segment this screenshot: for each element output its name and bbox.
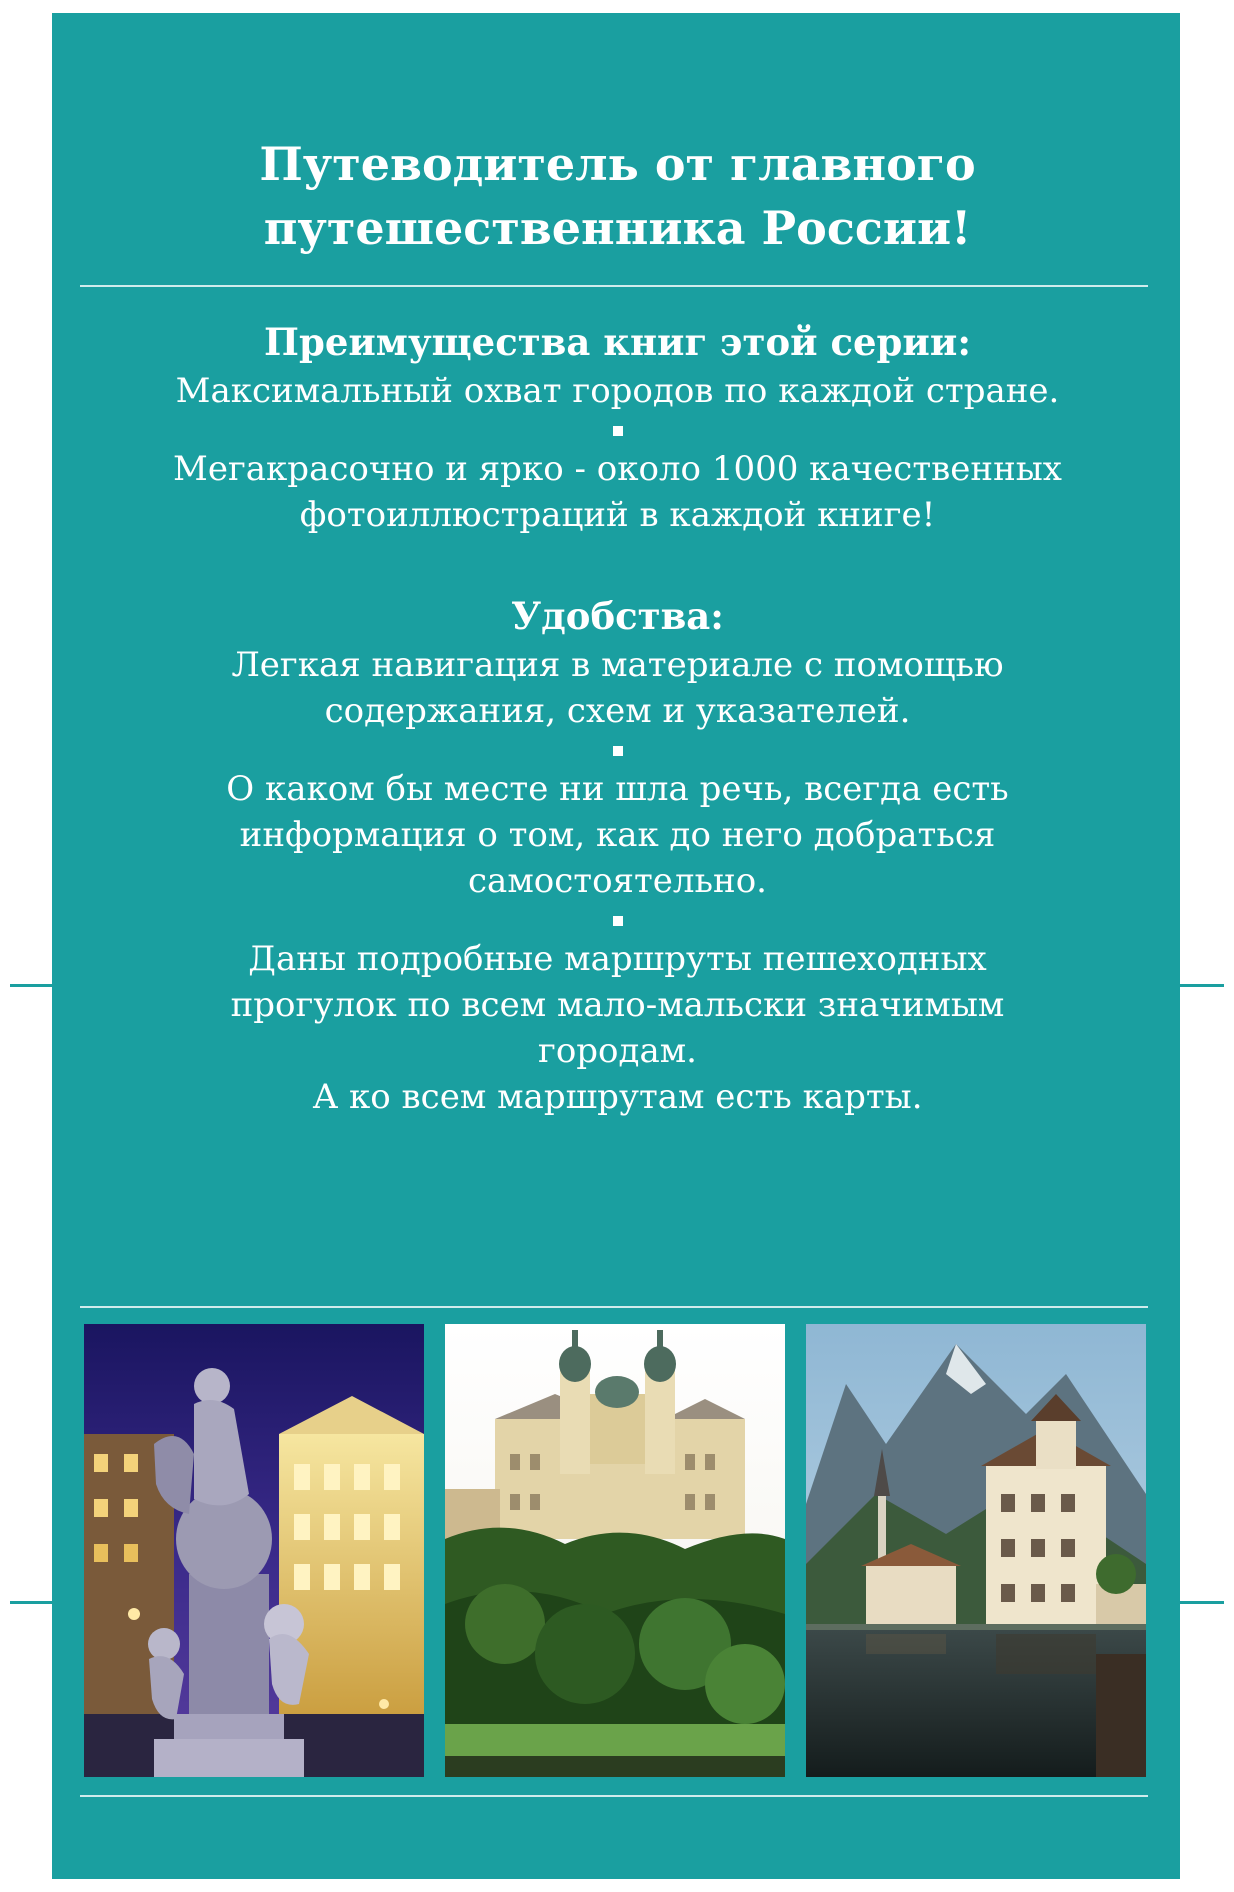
- photo-lakeside-village: [806, 1324, 1146, 1777]
- conveniences-section: [80, 590, 1155, 1120]
- bullet-square: [613, 746, 623, 756]
- bullet-square: [613, 426, 623, 436]
- trim-mark-left-top: [10, 984, 52, 987]
- advantage-item-1: Максимальный охват городов по каждой стране.: [175, 371, 1060, 411]
- title-line-2: путешественника России!: [263, 201, 972, 255]
- page-title: [80, 132, 1155, 260]
- advantages-heading: Преимущества книг этой серии:: [264, 320, 971, 364]
- photo-fountain-statue: [84, 1324, 424, 1777]
- convenience-item-2: О каком бы месте ни шла речь, всегда есть информация о том, как до него добраться самостоятельно.: [226, 769, 1009, 901]
- advantages-section: [80, 316, 1155, 538]
- divider-bottom: [80, 1795, 1148, 1797]
- bullet-square: [613, 916, 623, 926]
- advantage-item-2: Мегакрасочно и ярко - около 1000 качественных фотоиллюстраций в каждой книге!: [173, 449, 1062, 535]
- convenience-item-1: Легкая навигация в материале с помощью содержания, схем и указателей.: [231, 645, 1004, 731]
- divider-middle: [80, 1306, 1148, 1308]
- photo-abbey-hill: [445, 1324, 785, 1777]
- convenience-item-3: Даны подробные маршруты пешеходных прогулок по всем мало-мальски значимым городам.: [230, 939, 1005, 1071]
- trim-mark-right-top: [1180, 984, 1224, 987]
- divider-top: [80, 285, 1148, 287]
- conveniences-heading: Удобства:: [511, 594, 724, 638]
- trim-mark-left-bottom: [10, 1601, 52, 1604]
- title-line-1: Путеводитель от главного: [259, 137, 976, 191]
- trim-mark-right-bottom: [1180, 1601, 1224, 1604]
- convenience-item-4: А ко всем маршрутам есть карты.: [312, 1077, 923, 1117]
